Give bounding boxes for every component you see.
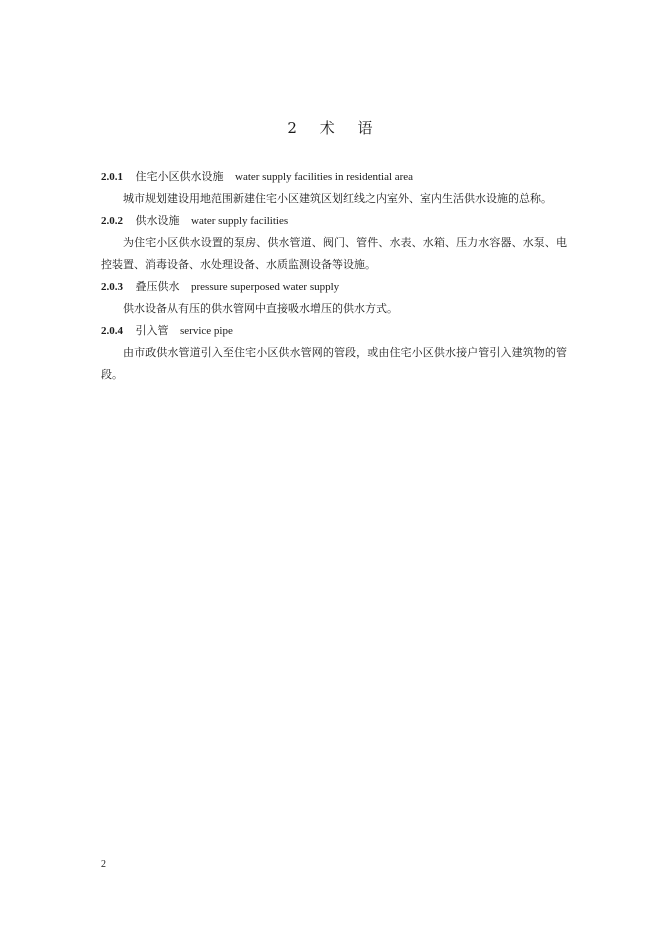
term-heading xyxy=(101,210,567,232)
term-english: service pipe xyxy=(180,325,233,337)
term-definition: 供水设备从有压的供水管网中直接吸水增压的供水方式。 xyxy=(123,302,398,315)
chapter-title-char-1: 术 xyxy=(319,119,337,137)
term-definition: 为住宅小区供水设置的泵房、供水管道、阀门、管件、水表、水箱、压力水容器、水泵、电控装置、消毒设备、水处理设备、水质监测设备等设施。 xyxy=(101,236,567,271)
chapter-title-char-2: 语 xyxy=(357,119,375,137)
terms-section xyxy=(101,166,567,386)
term-definition: 由市政供水管道引入至住宅小区供水管网的管段，或由住宅小区供水接户管引入建筑物的管段。 xyxy=(101,346,567,381)
term-heading xyxy=(101,320,567,342)
chapter-title xyxy=(0,117,662,138)
term-english: water supply facilities xyxy=(191,215,289,227)
term-number: 2.0.1 xyxy=(101,171,123,183)
term-number: 2.0.3 xyxy=(101,281,123,293)
term-heading xyxy=(101,166,567,188)
term-english: pressure superposed water supply xyxy=(191,281,340,293)
term-chinese: 叠压供水 xyxy=(135,280,180,293)
term-chinese: 引入管 xyxy=(135,324,169,337)
term-chinese: 供水设施 xyxy=(135,214,180,227)
chapter-number: 2 xyxy=(287,119,299,137)
page-number: 2 xyxy=(101,859,106,870)
term-chinese: 住宅小区供水设施 xyxy=(135,170,224,183)
term-heading xyxy=(101,276,567,298)
term-definition: 城市规划建设用地范围新建住宅小区建筑区划红线之内室外、室内生活供水设施的总称。 xyxy=(123,192,552,205)
term-number: 2.0.2 xyxy=(101,215,123,227)
term-english: water supply facilities in residential area xyxy=(235,171,414,183)
term-number: 2.0.4 xyxy=(101,325,123,337)
